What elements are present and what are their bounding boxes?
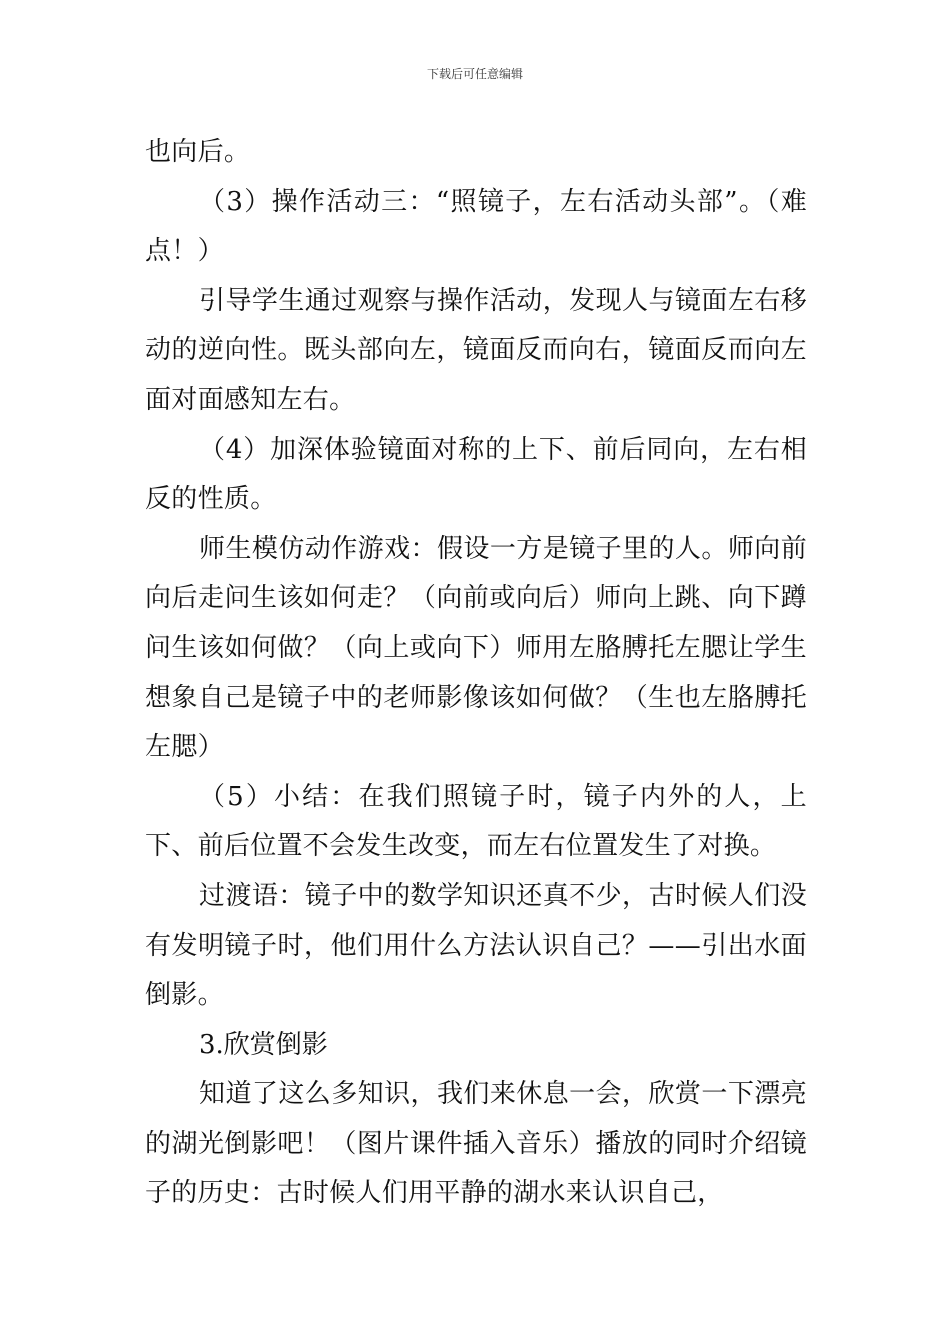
paragraph-3: 引导学生通过观察与操作活动，发现人与镜面左右移动的逆向性。既头部向左，镜面反而向右，镜面反而向左面对面感知左右。 bbox=[145, 285, 807, 415]
paragraph-6: （5）小结：在我们照镜子时，镜子内外的人，上下、前后位置不会发生改变，而左右位置发生了对换。 bbox=[145, 781, 807, 862]
section-heading: 3.欣赏倒影 bbox=[199, 1029, 328, 1060]
paragraph-1: 也向后。 bbox=[145, 137, 251, 167]
document-body bbox=[145, 128, 807, 1219]
paragraph-5: 师生模仿动作游戏：假设一方是镜子里的人。师向前向后走问生该如何走？（向前或向后）师向上跳、向下蹲问生该如何做？（向上或向下）师用左胳膊托左腮让学生想象自己是镜子中的老师影像该如何做？（生也左胳膊托左腮） bbox=[145, 533, 807, 763]
paragraph-7: 过渡语：镜子中的数学知识还真不少，古时候人们没有发明镜子时，他们用什么方法认识自己？——引出水面倒影。 bbox=[145, 880, 807, 1011]
page-header: 下载后可任意编辑 bbox=[426, 67, 523, 81]
paragraph-2: （3）操作活动三：“照镜子，左右活动头部”。（难点！） bbox=[145, 186, 807, 267]
paragraph-8: 知道了这么多知识，我们来休息一会，欣赏一下漂亮的湖光倒影吧！（图片课件插入音乐）播放的同时介绍镜子的历史：古时候人们用平静的湖水来认识自己， bbox=[145, 1079, 807, 1209]
paragraph-4: （4）加深体验镜面对称的上下、前后同向，左右相反的性质。 bbox=[145, 434, 807, 515]
